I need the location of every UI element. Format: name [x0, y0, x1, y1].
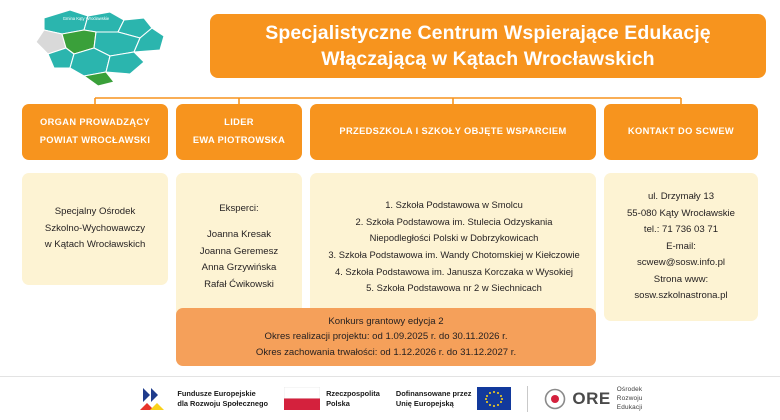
page-title-line-2: Włączającą w Kątach Wrocławskich	[321, 48, 655, 70]
column-lider	[176, 104, 302, 321]
column-3-header-line-1: PRZEDSZKOLA I SZKOŁY OBJĘTE WSPARCIEM	[339, 126, 567, 137]
contact-address-street: ul. Drzymały 13	[647, 191, 715, 203]
logo-rzeczpospolita-text	[326, 389, 380, 409]
ore-wordmark: ORE	[572, 388, 611, 408]
logo-unia-line-1: Dofinansowane przez	[395, 388, 472, 398]
contact-address-city: 55-080 Kąty Wrocławskie	[626, 207, 736, 219]
page-title	[210, 14, 766, 78]
schools-list	[324, 197, 582, 297]
expert-name: Joanna Kresak	[207, 229, 271, 241]
ore-mark-icon	[544, 388, 566, 410]
flaga-polski-icon	[284, 387, 320, 410]
logo-unia-europejska	[396, 387, 512, 410]
logo-rzeczpospolita-line-1: Rzeczpospolita	[326, 388, 380, 398]
column-1-body-line-1: Specjalny Ośrodek	[54, 206, 136, 218]
column-2-header	[176, 104, 302, 160]
ore-line-1: Ośrodek	[616, 385, 643, 393]
logo-fundusze-line-2: dla Rozwoju Społecznego	[177, 398, 269, 408]
footer-logos	[0, 376, 780, 420]
ore-line-3: Edukacji	[616, 404, 643, 412]
expert-name: Anna Grzywińska	[201, 262, 277, 274]
column-1-header-line-2: POWIAT WROCŁAWSKI	[39, 135, 151, 145]
contact-email-label: E-mail:	[666, 240, 696, 252]
fundusze-europejskie-icon	[137, 386, 171, 412]
logo-unia-text	[396, 389, 472, 409]
contact-website-value[interactable]: sosw.szkolnastrona.pl	[634, 290, 728, 302]
ore-line-2: Rozwoju	[616, 394, 643, 402]
list-item: Szkoła Podstawowa im. Wandy Chotomskiej w Kiełczowie	[338, 249, 580, 260]
map-svg	[14, 2, 194, 90]
column-4-header-line-1: KONTAKT DO SCWEW	[627, 126, 735, 137]
project-info-line-2: Okres realizacji projektu: od 1.09.2025 r. do 30.11.2026 r.	[264, 331, 508, 343]
column-kontakt	[604, 104, 758, 321]
project-info-box	[176, 308, 596, 366]
list-item: Szkoła Podstawowa w Smolcu	[395, 198, 523, 210]
flaga-ue-icon	[477, 387, 511, 410]
column-2-body	[176, 173, 302, 321]
logo-fundusze-line-1: Fundusze Europejskie	[177, 388, 256, 398]
map-region-9	[106, 52, 144, 74]
header-row	[0, 0, 780, 92]
column-1-header	[22, 104, 168, 160]
map-region-2	[84, 12, 124, 32]
logo-fundusze-europejskie	[137, 386, 268, 412]
column-4-header	[604, 104, 758, 160]
column-przedszkola-i-szkoly	[310, 104, 596, 321]
page-title-line-1: Specjalistyczne Centrum Wspierające Edukację	[265, 21, 711, 44]
column-2-header-line-2: EWA PIOTROWSKA	[192, 135, 286, 145]
logo-rzeczpospolita-line-2: Polska	[326, 398, 350, 408]
column-1-body	[22, 173, 168, 285]
project-info-line-1: Konkurs grantowy edycja 2	[328, 315, 444, 327]
column-1-header-line-1: ORGAN PROWADZĄCY	[40, 117, 150, 128]
logo-unia-line-2: Unię Europejską	[395, 398, 454, 408]
list-item: Szkoła Podstawowa im. Janusza Korczaka w Wysokiej	[345, 265, 574, 277]
expert-name: Rafał Ćwikowski	[204, 278, 274, 290]
logo-ore	[544, 385, 642, 413]
column-2-header-line-1: LIDER	[224, 117, 254, 128]
column-3-header	[310, 104, 596, 160]
column-1-body-line-2: Szkolno-Wychowawczy	[44, 222, 146, 234]
logo-fundusze-text	[177, 389, 268, 409]
column-organ-prowadzacy	[22, 104, 168, 285]
map-label: Gmina Kąty Wrocławskie	[62, 16, 110, 21]
column-1-body-line-3: w Kątach Wrocławskich	[44, 239, 146, 251]
list-item: Szkoła Podstawowa im. Stulecia Odzyskania Niepodległości Polski w Dobrzykowicach	[365, 215, 553, 244]
contact-website-label: Strona www:	[653, 273, 709, 285]
map-powiat-wroclawski	[14, 2, 194, 90]
column-3-body	[310, 173, 596, 321]
experts-label: Eksperci:	[219, 202, 259, 214]
project-info-line-3: Okres zachowania trwałości: od 1.12.2026 r. do 31.12.2027 r.	[255, 346, 517, 358]
list-item: Szkoła Podstawowa nr 2 w Siechnicach	[376, 282, 542, 294]
contact-email-value[interactable]: scwew@sosw.info.pl	[636, 257, 726, 269]
logo-rzeczpospolita-polska	[284, 387, 380, 410]
contact-phone: tel.: 71 736 03 71	[643, 224, 719, 236]
column-4-body	[604, 173, 758, 321]
footer-divider	[527, 386, 528, 412]
expert-name: Joanna Geremesz	[199, 245, 279, 257]
ore-subtext	[617, 385, 643, 413]
